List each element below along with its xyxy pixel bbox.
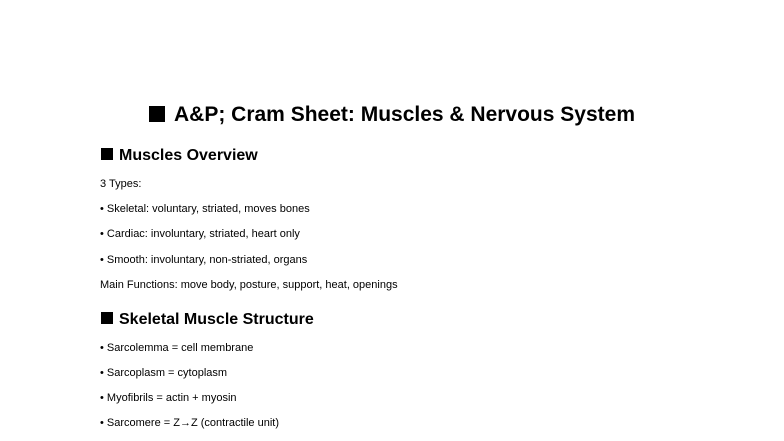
bullet-line: • Myofibrils = actin + myosin: [100, 392, 237, 404]
square-bullet-icon: [101, 148, 113, 160]
page-title: [0, 102, 784, 128]
square-bullet-icon: [101, 312, 113, 324]
page-title-text: A&P; Cram Sheet: Muscles & Nervous System: [174, 103, 635, 126]
square-bullet-icon: [149, 106, 165, 122]
bullet-line: • Sarcomere = Z→Z (contractile unit): [100, 417, 279, 429]
section-heading-text: Skeletal Muscle Structure: [119, 311, 314, 328]
bullet-line: • Skeletal: voluntary, striated, moves bones: [100, 203, 310, 215]
bullet-line: • Cardiac: involuntary, striated, heart only: [100, 228, 300, 240]
body-line: Main Functions: move body, posture, support, heat, openings: [100, 279, 398, 291]
bullet-line: • Smooth: involuntary, non-striated, organs: [100, 254, 308, 266]
section-heading-skeletal-muscle-structure: [101, 310, 314, 330]
bullet-line: • Sarcoplasm = cytoplasm: [100, 367, 228, 379]
section-heading-muscles-overview: [101, 146, 258, 166]
bullet-line: • Sarcolemma = cell membrane: [100, 342, 254, 354]
body-line: 3 Types:: [100, 178, 142, 190]
section-heading-text: Muscles Overview: [119, 147, 258, 164]
